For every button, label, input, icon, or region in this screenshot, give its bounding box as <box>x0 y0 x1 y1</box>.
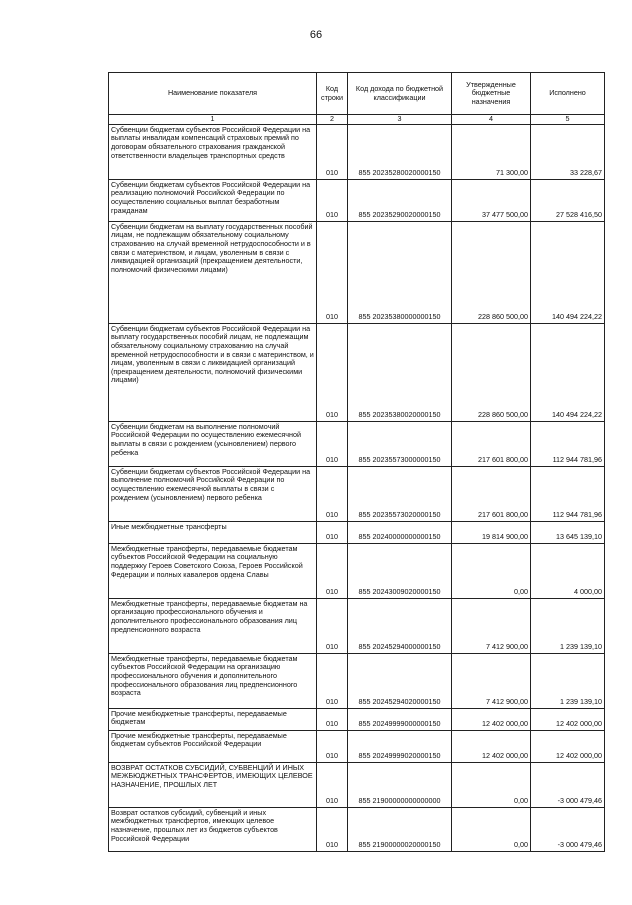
approved-amount: 0,00 <box>452 543 531 598</box>
row-code: 010 <box>317 653 348 708</box>
approved-amount: 0,00 <box>452 807 531 851</box>
executed-amount: 112 944 781,96 <box>531 466 605 521</box>
header-row-code: Код строки <box>317 73 348 115</box>
indicator-name: Субвенции бюджетам субъектов Российской Федерации на выплату государственных пособий лицам, не подлежащим обязательному социальному страхованию на случай временной нетрудоспособности и в связи с материнством, и лицам, уволенным в связи с ликвидацией организаций (прекращением деятельности, полномочий физическими лицами) <box>109 323 317 421</box>
table-row <box>109 421 605 466</box>
approved-amount: 71 300,00 <box>452 124 531 179</box>
approved-amount: 37 477 500,00 <box>452 179 531 221</box>
table-row <box>109 323 605 421</box>
column-number: 2 <box>317 115 348 125</box>
indicator-name: Субвенции бюджетам субъектов Российской Федерации на выполнение полномочий Российской Федерации по осуществлению ежемесячной выплаты в связи с рождением (усыновлением) первого ребенка <box>109 466 317 521</box>
approved-amount: 12 402 000,00 <box>452 708 531 730</box>
table-row <box>109 708 605 730</box>
row-code: 010 <box>317 466 348 521</box>
income-code: 855 20235380000000150 <box>348 221 452 323</box>
indicator-name: Межбюджетные трансферты, передаваемые бюджетам субъектов Российской Федерации на организацию профессионального обучения и дополнительного профессионального образования лиц предпенсионного возраста <box>109 653 317 708</box>
indicator-name: Субвенции бюджетам субъектов Российской Федерации на реализацию полномочий Российской Федерации по осуществлению социальных выплат безработным гражданам <box>109 179 317 221</box>
indicator-name: Иные межбюджетные трансферты <box>109 521 317 543</box>
row-code: 010 <box>317 521 348 543</box>
income-code: 855 20240000000000150 <box>348 521 452 543</box>
row-code: 010 <box>317 421 348 466</box>
row-code: 010 <box>317 807 348 851</box>
income-code: 855 20245294000000150 <box>348 598 452 653</box>
row-code: 010 <box>317 598 348 653</box>
approved-amount: 217 601 800,00 <box>452 466 531 521</box>
column-number: 1 <box>109 115 317 125</box>
header-executed: Исполнено <box>531 73 605 115</box>
column-number-row <box>109 115 605 125</box>
table-row <box>109 730 605 762</box>
income-code: 855 20249999000000150 <box>348 708 452 730</box>
row-code: 010 <box>317 221 348 323</box>
row-code: 010 <box>317 323 348 421</box>
approved-amount: 19 814 900,00 <box>452 521 531 543</box>
executed-amount: 1 239 139,10 <box>531 598 605 653</box>
approved-amount: 228 860 500,00 <box>452 323 531 421</box>
table-row <box>109 543 605 598</box>
column-number: 5 <box>531 115 605 125</box>
table-row <box>109 521 605 543</box>
indicator-name: Субвенции бюджетам субъектов Российской Федерации на выплаты инвалидам компенсаций страховых премий по договорам обязательного страхования гражданской ответственности владельцев транспортных средств <box>109 124 317 179</box>
indicator-name: Субвенции бюджетам на выполнение полномочий Российской Федерации по осуществлению ежемесячной выплаты в связи с рождением (усыновлением) первого ребенка <box>109 421 317 466</box>
column-number: 3 <box>348 115 452 125</box>
indicator-name: Субвенции бюджетам на выплату государственных пособий лицам, не подлежащим обязательному социальному страхованию на случай временной нетрудоспособности и в связи с материнством, и лицам, уволенным в связи с ликвидацией организаций (прекращением деятельности, полномочий физическими лицами) <box>109 221 317 323</box>
income-code: 855 20243009020000150 <box>348 543 452 598</box>
row-code: 010 <box>317 124 348 179</box>
table-row <box>109 221 605 323</box>
row-code: 010 <box>317 543 348 598</box>
approved-amount: 7 412 900,00 <box>452 653 531 708</box>
executed-amount: 4 000,00 <box>531 543 605 598</box>
table-row <box>109 762 605 807</box>
executed-amount: 140 494 224,22 <box>531 221 605 323</box>
table-row <box>109 807 605 851</box>
indicator-name: Возврат остатков субсидий, субвенций и иных межбюджетных трансфертов, имеющих целевое назначение, прошлых лет из бюджетов субъектов Российской Федерации <box>109 807 317 851</box>
approved-amount: 12 402 000,00 <box>452 730 531 762</box>
table-row <box>109 179 605 221</box>
row-code: 010 <box>317 730 348 762</box>
row-code: 010 <box>317 762 348 807</box>
table-row <box>109 653 605 708</box>
executed-amount: 13 645 139,10 <box>531 521 605 543</box>
row-code: 010 <box>317 708 348 730</box>
executed-amount: 33 228,67 <box>531 124 605 179</box>
income-code: 855 20249999020000150 <box>348 730 452 762</box>
executed-amount: 140 494 224,22 <box>531 323 605 421</box>
header-row <box>109 73 605 115</box>
income-code: 855 20235280020000150 <box>348 124 452 179</box>
column-number: 4 <box>452 115 531 125</box>
page-number: 66 <box>309 29 323 41</box>
executed-amount: -3 000 479,46 <box>531 807 605 851</box>
income-code: 855 20245294020000150 <box>348 653 452 708</box>
table-row <box>109 466 605 521</box>
header-name: Наименование показателя <box>109 73 317 115</box>
approved-amount: 217 601 800,00 <box>452 421 531 466</box>
income-code: 855 21900000000000000 <box>348 762 452 807</box>
header-approved: Утвержденные бюджетные назначения <box>452 73 531 115</box>
indicator-name: Межбюджетные трансферты, передаваемые бюджетам субъектов Российской Федерации на социальную поддержку Героев Советского Союза, Героев Российской Федерации и полных кавалеров ордена Славы <box>109 543 317 598</box>
table-row <box>109 598 605 653</box>
income-code: 855 21900000020000150 <box>348 807 452 851</box>
executed-amount: 12 402 000,00 <box>531 708 605 730</box>
executed-amount: 12 402 000,00 <box>531 730 605 762</box>
executed-amount: 27 528 416,50 <box>531 179 605 221</box>
table-row <box>109 124 605 179</box>
approved-amount: 228 860 500,00 <box>452 221 531 323</box>
header-income-code: Код дохода по бюджетной классификации <box>348 73 452 115</box>
income-code: 855 20235380020000150 <box>348 323 452 421</box>
approved-amount: 0,00 <box>452 762 531 807</box>
executed-amount: 1 239 139,10 <box>531 653 605 708</box>
indicator-name: ВОЗВРАТ ОСТАТКОВ СУБСИДИЙ, СУБВЕНЦИЙ И ИНЫХ МЕЖБЮДЖЕТНЫХ ТРАНСФЕРТОВ, ИМЕЮЩИХ ЦЕЛЕВОЕ НАЗНАЧЕНИЕ, ПРОШЛЫХ ЛЕТ <box>109 762 317 807</box>
income-code: 855 20235573020000150 <box>348 466 452 521</box>
indicator-name: Межбюджетные трансферты, передаваемые бюджетам на организацию профессионального обучения и дополнительного профессионального образования лиц предпенсионного возраста <box>109 598 317 653</box>
indicator-name: Прочие межбюджетные трансферты, передаваемые бюджетам субъектов Российской Федерации <box>109 730 317 762</box>
budget-execution-table <box>108 72 605 852</box>
executed-amount: -3 000 479,46 <box>531 762 605 807</box>
executed-amount: 112 944 781,96 <box>531 421 605 466</box>
row-code: 010 <box>317 179 348 221</box>
income-code: 855 20235290020000150 <box>348 179 452 221</box>
indicator-name: Прочие межбюджетные трансферты, передаваемые бюджетам <box>109 708 317 730</box>
approved-amount: 7 412 900,00 <box>452 598 531 653</box>
income-code: 855 20235573000000150 <box>348 421 452 466</box>
